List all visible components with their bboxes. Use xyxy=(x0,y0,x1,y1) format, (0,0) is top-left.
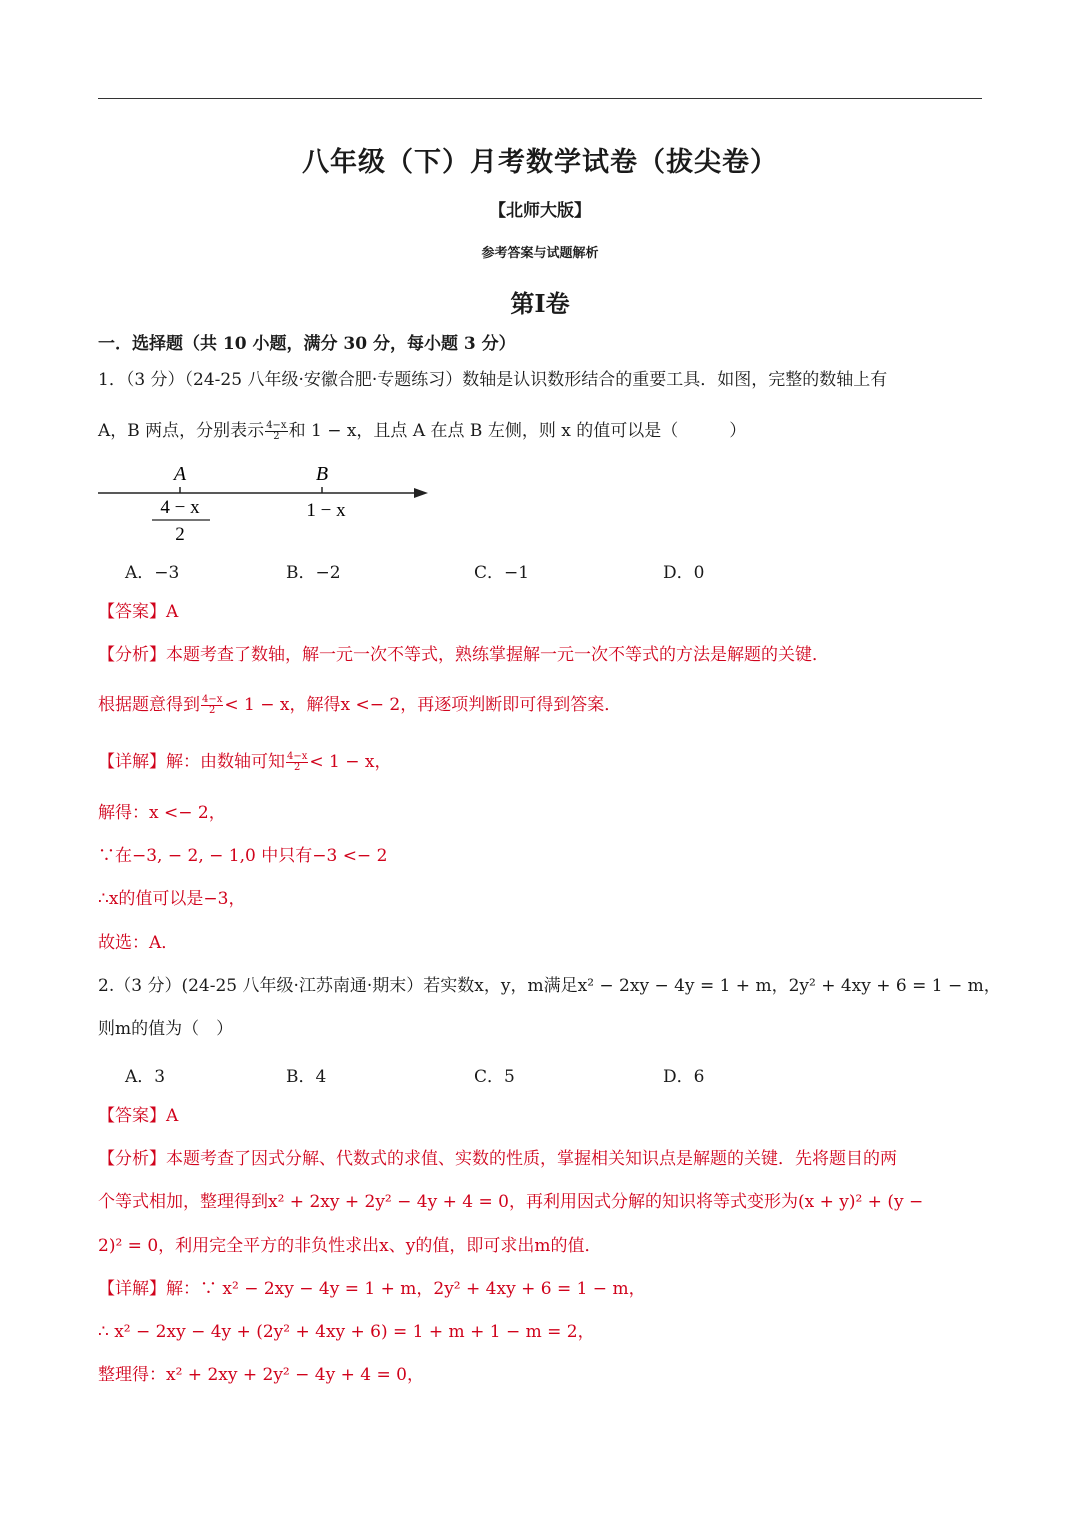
q1-detail-line4: ∴x的值可以是−3， xyxy=(98,889,246,909)
q2-detail-line2: ∴ x² − 2xy − 4y + (2y² + 4xy + 6) = 1 + m + 1 − m = 2， xyxy=(98,1322,595,1342)
q1-analysis2-part-b: < 1 − x，解得x <− 2，再逐项判断即可得到答案． xyxy=(224,695,622,715)
point-b-value: 1 − x xyxy=(306,500,346,521)
q2-answer: 【答案】A xyxy=(98,1106,179,1126)
point-a-value-den: 2 xyxy=(175,524,185,545)
q2-analysis-line3: 2)² = 0，利用完全平方的非负性求出x、y的值，即可求出m的值． xyxy=(98,1236,602,1256)
q1-detail-line5: 故选：A． xyxy=(98,933,179,953)
q1-analysis-line2 xyxy=(98,694,998,716)
subtitle: 参考答案与试题解析 xyxy=(481,246,599,261)
q1-number-line-figure xyxy=(96,458,436,548)
q1-fraction-num: 4−x xyxy=(266,420,287,431)
q1-analysis2-part-a: 根据题意得到 xyxy=(98,695,200,715)
q1-option-d: D．0 xyxy=(663,563,705,583)
q2-option-d: D．6 xyxy=(663,1067,705,1087)
q1-stem-part-a: A，B 两点，分别表示 xyxy=(98,421,265,441)
q1-option-c: C．−1 xyxy=(474,563,530,583)
q1-analysis-fraction xyxy=(201,695,223,716)
q1-detail-part-a: 【详解】解：由数轴可知 xyxy=(98,752,285,772)
q1-option-a: A．−3 xyxy=(125,563,180,583)
page-title: 八年级（下）月考数学试卷（拔尖卷） xyxy=(302,147,778,178)
q1-fraction xyxy=(265,421,287,442)
q1-detail-line3: ∵在−3, − 2, − 1,0 中只有−3 <− 2 xyxy=(98,846,388,866)
q2-detail-line3: 整理得：x² + 2xy + 2y² − 4y + 4 = 0， xyxy=(98,1365,424,1385)
point-b-label: B xyxy=(315,463,329,485)
top-rule xyxy=(98,98,982,99)
q1-answer: 【答案】A xyxy=(98,602,179,622)
q2-option-a: A．3 xyxy=(125,1067,166,1087)
q2-option-b: B．4 xyxy=(286,1067,327,1087)
q2-option-c: C．5 xyxy=(474,1067,515,1087)
q1-detail-fraction-den: 2 xyxy=(294,762,301,773)
q1-detail-line2: 解得：x <− 2， xyxy=(98,803,226,823)
point-a-label: A xyxy=(173,463,187,485)
volume-heading: 第I卷 xyxy=(510,289,570,318)
point-a-value-num: 4 − x xyxy=(160,497,200,518)
q2-stem-line2: 则m的值为（ ） xyxy=(98,1019,234,1039)
q1-detail-fraction xyxy=(286,752,308,773)
q1-stem-part-b: 和 1 − x，且点 A 在点 B 左侧，则 x 的值可以是（ ） xyxy=(288,421,747,441)
q1-detail-line1 xyxy=(98,751,998,773)
q2-stem-line1: 2.（3 分）(24-25 八年级·江苏南通·期末）若实数x，y，m满足x² − 2xy − 4y = 1 + m，2y² + 4xy + 6 = 1 − m， xyxy=(98,976,1001,996)
edition-label: 【北师大版】 xyxy=(489,201,591,221)
q2-detail-line1: 【详解】解：∵ x² − 2xy − 4y = 1 + m，2y² + 4xy + 6 = 1 − m， xyxy=(98,1279,646,1299)
q1-stem-line2 xyxy=(98,420,998,442)
q1-analysis: 【分析】本题考查了数轴，解一元一次不等式，熟练掌握解一元一次不等式的方法是解题的关键． xyxy=(98,645,829,665)
number-line-arrow xyxy=(414,488,428,498)
section-heading: 一．选择题（共 10 小题，满分 30 分，每小题 3 分） xyxy=(98,334,516,354)
q2-analysis-line2: 个等式相加，整理得到x² + 2xy + 2y² − 4y + 4 = 0，再利用因式分解的知识将等式变形为(x + y)² + (y − xyxy=(98,1192,924,1212)
q1-analysis-fraction-num: 4−x xyxy=(202,694,223,705)
q1-fraction-den: 2 xyxy=(273,431,280,442)
q1-stem-line1: 1．（3 分）（24-25 八年级·安徽合肥·专题练习）数轴是认识数形结合的重要工具．如图，完整的数轴上有 xyxy=(98,370,888,390)
q1-detail-fraction-num: 4−x xyxy=(287,751,308,762)
q2-analysis-line1: 【分析】本题考查了因式分解、代数式的求值、实数的性质，掌握相关知识点是解题的关键．先将题目的两 xyxy=(98,1149,897,1169)
q1-detail-part-b: < 1 − x， xyxy=(309,752,392,772)
q1-option-b: B．−2 xyxy=(286,563,341,583)
q1-analysis-fraction-den: 2 xyxy=(209,705,216,716)
